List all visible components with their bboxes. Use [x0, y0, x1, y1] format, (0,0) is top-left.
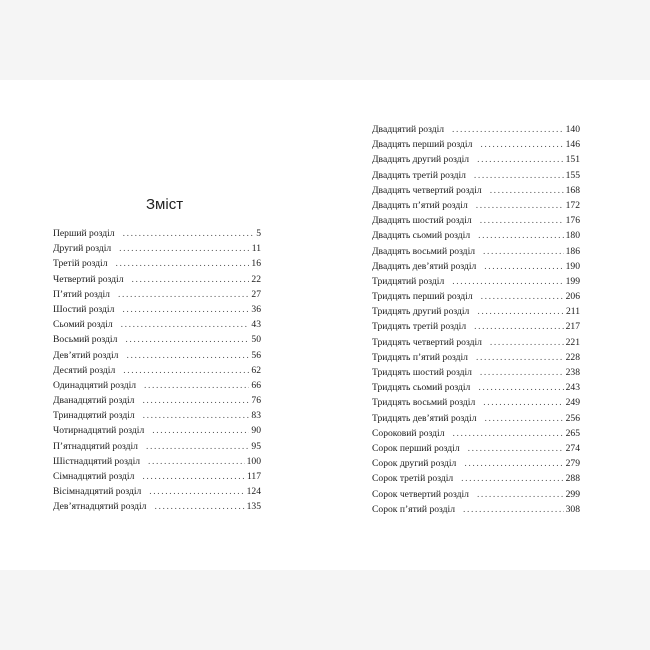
- toc-entry-label: Перший розділ: [53, 228, 115, 239]
- dot-leader: [461, 471, 563, 486]
- dot-leader: [119, 241, 250, 256]
- dot-leader: [483, 395, 563, 410]
- toc-entry-page: 76: [251, 395, 261, 407]
- toc-entry-label: Третій розділ: [53, 258, 108, 270]
- toc-entry: [53, 484, 261, 499]
- toc-entry-page: 117: [246, 471, 261, 482]
- toc-entry-label: Двадцять третій розділ: [372, 169, 466, 181]
- toc-entry: [372, 380, 580, 395]
- toc-entry: [53, 302, 261, 317]
- toc-entry: [53, 317, 261, 332]
- toc-entry-label: Тридцять восьмий розділ: [372, 397, 476, 409]
- toc-entry-page: 168: [565, 184, 580, 196]
- toc-entry-page: 36: [251, 303, 261, 315]
- toc-entry: [372, 274, 580, 289]
- toc-entry-page: 217: [565, 321, 580, 333]
- toc-entry-label: Дванадцятий розділ: [53, 395, 135, 407]
- toc-entry-label: Четвертий розділ: [53, 273, 124, 285]
- dot-leader: [142, 469, 245, 484]
- toc-entry-label: Дев’ятнадцятий розділ: [53, 501, 147, 513]
- dot-leader: [116, 256, 250, 271]
- toc-entry-page: 279: [565, 458, 580, 470]
- toc-entry-label: Тридцять третій розділ: [372, 321, 467, 333]
- dot-leader: [484, 259, 563, 274]
- toc-entry-label: Шостий розділ: [53, 303, 115, 315]
- dot-leader: [480, 137, 563, 152]
- toc-entry-label: Сороковий розділ: [372, 427, 445, 439]
- dot-leader: [477, 152, 564, 167]
- toc-entry-page: 62: [251, 364, 261, 376]
- dot-leader: [480, 213, 564, 228]
- toc-entry-page: 135: [246, 501, 261, 513]
- toc-entry-page: 186: [565, 245, 580, 257]
- toc-entry: [53, 241, 261, 256]
- toc-entry-label: Тридцять п’ятий розділ: [372, 351, 468, 363]
- toc-entry-label: Сімнадцятий розділ: [53, 471, 135, 482]
- toc-entry-label: П’ятнадцятий розділ: [53, 440, 138, 452]
- toc-entry-label: Другий розділ: [53, 243, 112, 255]
- toc-entry: [53, 408, 261, 423]
- dot-leader: [143, 408, 250, 423]
- toc-entry-page: 66: [251, 379, 261, 391]
- toc-entry-label: Одинадцятий розділ: [53, 379, 137, 391]
- toc-entry-page: 83: [251, 410, 261, 422]
- toc-entry: [372, 259, 580, 274]
- toc-entry-label: Двадцять четвертий розділ: [372, 184, 482, 196]
- dot-leader: [463, 502, 564, 517]
- toc-entry-page: 56: [251, 349, 261, 361]
- toc-entry-label: Сорок перший розділ: [372, 442, 460, 454]
- toc-entry-label: Тринадцятий розділ: [53, 410, 135, 422]
- dot-leader: [142, 393, 249, 408]
- toc-entry: [372, 471, 580, 486]
- dot-leader: [478, 380, 563, 395]
- dot-leader: [123, 363, 249, 378]
- dot-leader: [483, 244, 564, 259]
- toc-entry-page: 238: [565, 367, 580, 378]
- toc-entry-page: 180: [565, 230, 580, 242]
- toc-entry-page: 95: [251, 440, 261, 452]
- dot-leader: [477, 487, 564, 502]
- dot-leader: [476, 350, 564, 365]
- toc-entry-page: 43: [251, 319, 261, 331]
- toc-entry-label: Вісімнадцятий розділ: [53, 486, 142, 498]
- toc-entry-label: Сорок другий розділ: [372, 458, 457, 470]
- toc-entry-page: 5: [256, 228, 261, 239]
- toc-entry-page: 100: [246, 455, 261, 467]
- toc-entry-label: Двадцятий розділ: [372, 124, 445, 135]
- dot-leader: [474, 319, 563, 334]
- toc-entry-page: 16: [251, 258, 261, 270]
- toc-entry: [53, 348, 261, 363]
- toc-right-column: [372, 122, 580, 517]
- dot-leader: [478, 228, 563, 243]
- toc-entry: [372, 183, 580, 198]
- toc-entry: [372, 395, 580, 410]
- toc-entry-label: Тридцять перший розділ: [372, 291, 473, 303]
- toc-entry-label: Шістнадцятий розділ: [53, 455, 141, 467]
- toc-entry-label: Дев’ятий розділ: [53, 349, 119, 361]
- dot-leader: [452, 274, 563, 289]
- toc-entry-page: 274: [565, 442, 580, 454]
- toc-entry-label: Чотирнадцятий розділ: [53, 425, 145, 437]
- toc-left-column: [53, 226, 261, 515]
- toc-entry-page: 211: [565, 306, 580, 318]
- dot-leader: [121, 317, 250, 332]
- toc-entry-page: 124: [246, 486, 261, 498]
- toc-entry: [372, 441, 580, 456]
- toc-entry-label: Тридцять сьомий розділ: [372, 382, 471, 394]
- toc-entry: [372, 198, 580, 213]
- toc-entry: [53, 439, 261, 454]
- toc-entry-label: Сорок четвертий розділ: [372, 488, 469, 500]
- toc-entry: [53, 256, 261, 271]
- toc-entry-page: 11: [251, 243, 261, 255]
- toc-entry-page: 140: [565, 124, 580, 135]
- toc-entry: [372, 122, 580, 137]
- toc-entry: [372, 244, 580, 259]
- toc-entry-page: 146: [565, 139, 580, 151]
- dot-leader: [490, 335, 564, 350]
- dot-leader: [132, 272, 250, 287]
- toc-entry: [372, 168, 580, 183]
- toc-entry-page: 288: [565, 473, 580, 485]
- toc-entry: [372, 335, 580, 350]
- toc-entry: [53, 287, 261, 302]
- toc-entry: [372, 456, 580, 471]
- toc-entry: [53, 378, 261, 393]
- toc-entry-label: Сьомий розділ: [53, 319, 113, 331]
- dot-leader: [144, 378, 249, 393]
- dot-leader: [152, 423, 249, 438]
- toc-entry-label: Тридцять дев’ятий розділ: [372, 412, 477, 424]
- dot-leader: [464, 456, 563, 471]
- toc-entry: [372, 137, 580, 152]
- toc-entry-label: Сорок п’ятий розділ: [372, 503, 455, 515]
- toc-entry: [372, 350, 580, 365]
- toc-entry-label: Тридцять четвертий розділ: [372, 336, 482, 348]
- toc-entry-page: 206: [565, 291, 580, 303]
- toc-entry-label: Двадцять сьомий розділ: [372, 230, 471, 242]
- dot-leader: [126, 348, 249, 363]
- dot-leader: [122, 302, 249, 317]
- dot-leader: [480, 365, 564, 380]
- toc-entry-page: 243: [565, 382, 580, 394]
- toc-entry: [372, 426, 580, 441]
- toc-entry-label: Сорок третій розділ: [372, 473, 454, 485]
- dot-leader: [149, 484, 244, 499]
- toc-entry-label: Двадцять другий розділ: [372, 154, 470, 166]
- toc-entry: [53, 272, 261, 287]
- dot-leader: [125, 332, 249, 347]
- toc-entry-label: Двадцять п’ятий розділ: [372, 199, 468, 211]
- dot-leader: [468, 441, 564, 456]
- toc-entry-label: Двадцять перший розділ: [372, 139, 473, 151]
- dot-leader: [154, 499, 244, 514]
- toc-entry-label: П’ятий розділ: [53, 288, 110, 300]
- toc-entry-page: 199: [565, 275, 580, 287]
- toc-entry: [372, 487, 580, 502]
- toc-entry-page: 151: [565, 154, 580, 166]
- toc-entry-label: Тридцятий розділ: [372, 275, 445, 287]
- dot-leader: [118, 287, 249, 302]
- toc-entry-page: 190: [565, 260, 580, 272]
- toc-entry-page: 176: [565, 215, 580, 227]
- toc-entry-label: Десятий розділ: [53, 364, 116, 376]
- toc-entry-page: 90: [251, 425, 261, 437]
- dot-leader: [476, 198, 564, 213]
- toc-entry-page: 228: [565, 351, 580, 363]
- toc-entry: [372, 411, 580, 426]
- toc-entry-label: Тридцять шостий розділ: [372, 367, 472, 378]
- toc-entry-page: 249: [565, 397, 580, 409]
- toc-entry: [372, 228, 580, 243]
- toc-entry: [53, 363, 261, 378]
- dot-leader: [485, 411, 564, 426]
- dot-leader: [477, 304, 564, 319]
- dot-leader: [123, 226, 255, 241]
- dot-leader: [490, 183, 564, 198]
- toc-entry-page: 155: [565, 169, 580, 181]
- toc-entry: [372, 304, 580, 319]
- toc-entry-page: 265: [565, 427, 580, 439]
- toc-entry: [53, 499, 261, 514]
- toc-entry: [53, 469, 261, 484]
- toc-entry-page: 256: [565, 412, 580, 424]
- dot-leader: [148, 454, 245, 469]
- toc-entry: [372, 365, 580, 380]
- dot-leader: [453, 426, 564, 441]
- toc-entry: [372, 502, 580, 517]
- dot-leader: [452, 122, 564, 137]
- toc-entry: [372, 213, 580, 228]
- toc-entry-label: Двадцять шостий розділ: [372, 215, 472, 227]
- toc-entry: [53, 454, 261, 469]
- toc-entry-label: Тридцять другий розділ: [372, 306, 470, 318]
- toc-entry: [53, 226, 261, 241]
- toc-entry: [53, 393, 261, 408]
- toc-entry-page: 221: [565, 336, 580, 348]
- toc-entry: [372, 152, 580, 167]
- toc-entry: [53, 423, 261, 438]
- toc-entry-label: Двадцять восьмий розділ: [372, 245, 476, 257]
- toc-entry-page: 27: [251, 288, 261, 300]
- toc-entry-page: 172: [565, 199, 580, 211]
- toc-entry-page: 308: [565, 503, 580, 515]
- toc-entry: [372, 289, 580, 304]
- page-title: Зміст: [146, 196, 184, 213]
- toc-entry-page: 299: [565, 488, 580, 500]
- dot-leader: [146, 439, 249, 454]
- toc-entry-page: 22: [251, 273, 261, 285]
- toc-entry: [53, 332, 261, 347]
- toc-entry: [372, 319, 580, 334]
- dot-leader: [481, 289, 564, 304]
- dot-leader: [474, 168, 564, 183]
- toc-entry-label: Двадцять дев’ятий розділ: [372, 260, 477, 272]
- toc-entry-page: 50: [251, 334, 261, 346]
- toc-entry-label: Восьмий розділ: [53, 334, 118, 346]
